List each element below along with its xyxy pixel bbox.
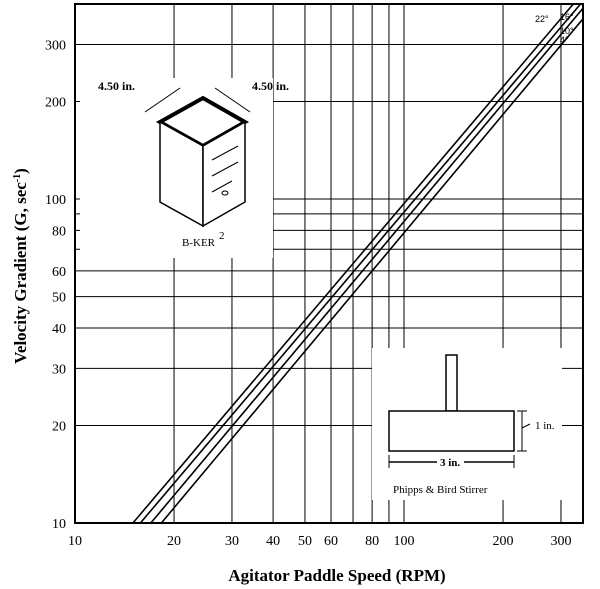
stirrer-height-label: 1 in. [535,420,555,432]
x-tick-label: 60 [324,534,339,549]
y-tick-label: 10 [52,517,66,532]
x-tick-label: 30 [224,534,239,549]
y-axis-title-close: ) [11,168,30,174]
series-label: 16° [560,12,574,22]
x-tick-labels [68,534,571,549]
y-tick-label: 30 [52,362,66,378]
x-tick-label: 50 [297,534,312,549]
beaker-illustration [80,78,289,258]
stirrer-illustration [372,348,562,500]
y-tick-label: 300 [45,38,66,54]
beaker-dim-left-label: 4.50 in. [98,79,136,93]
series-label: 10° [560,26,574,36]
y-tick-labels [45,38,66,532]
x-tick-label: 300 [550,534,572,549]
beaker-label: B-KER [182,237,215,249]
y-tick-label: 100 [45,193,66,209]
x-tick-label: 100 [393,534,415,549]
y-tick-label: 20 [52,419,66,435]
y-axis-title-main: Velocity Gradient (G, sec [11,182,30,364]
y-tick-label: 200 [45,95,66,111]
y-tick-label: 40 [52,321,66,337]
series-label: 22° [535,14,549,24]
y-axis-title-sup: -1 [12,173,23,183]
beaker-dim-right-label: 4.50 in. [252,79,290,93]
stirrer-shaft [446,355,457,411]
stirrer-caption: Phipps & Bird Stirrer [393,484,488,496]
x-tick-label: 200 [492,534,514,549]
x-tick-label: 80 [365,534,380,549]
stirrer-paddle [389,411,514,451]
x-axis-title: Agitator Paddle Speed (RPM) [228,566,446,585]
beaker-label-sup: 2 [219,230,225,242]
y-tick-label: 80 [52,224,66,240]
stirrer-width-label: 3 in. [440,457,461,469]
y-tick-label: 60 [52,264,66,280]
y-tick-label: 50 [52,290,66,306]
series-label: 4° [560,35,569,45]
x-tick-label: 40 [266,534,281,549]
x-tick-label: 20 [167,534,182,549]
x-tick-label: 10 [68,534,82,549]
y-axis-title [11,168,30,364]
